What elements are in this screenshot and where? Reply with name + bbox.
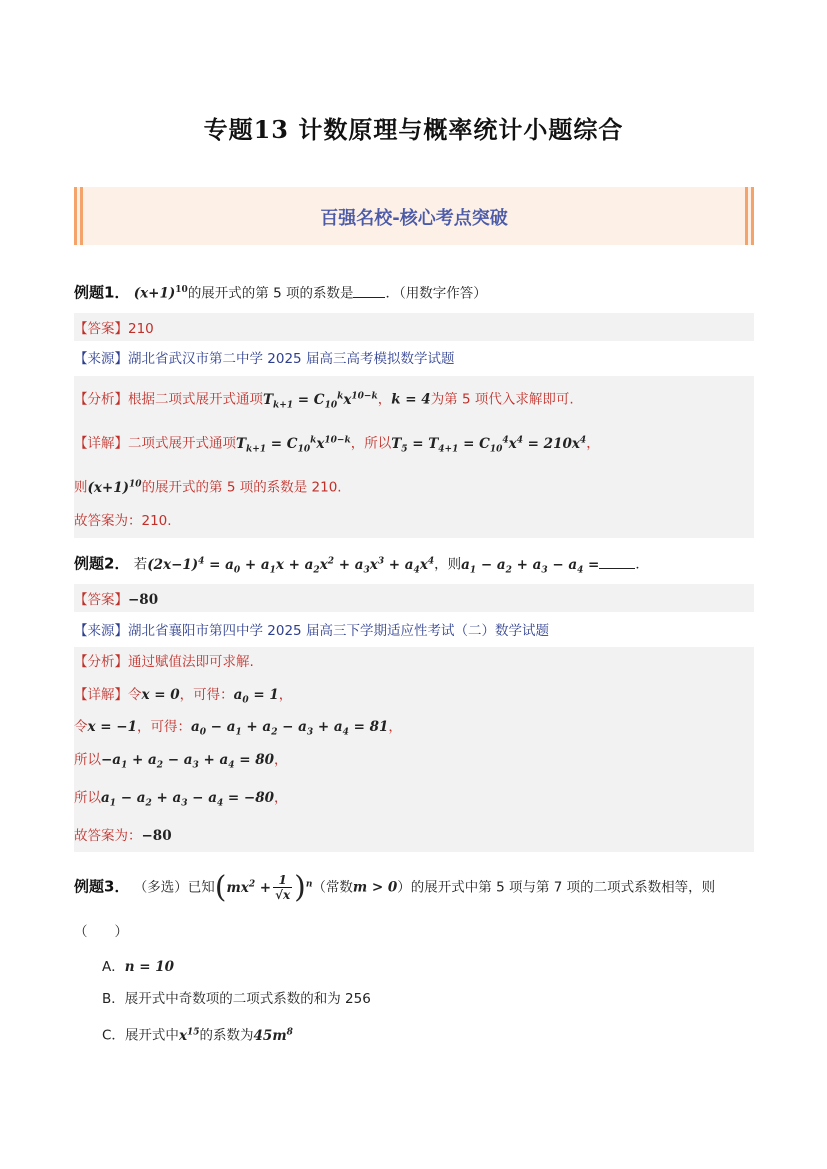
section-banner xyxy=(74,187,754,245)
q1-line2-expr: $(x+1)^{10}$ xyxy=(87,479,142,496)
q2-expansion: $(2x-1)^4 = a_0 + a_1x + a_2x^2 + a_3x^3 + a_4x^4$ xyxy=(147,556,435,576)
q1-line2-a: 则 xyxy=(74,479,88,496)
q3-stem-m: m > 0 xyxy=(352,879,398,896)
q1-detail-t5: $T_5 = T_{4+1} = C_{10}^4x^4 = 210x^4$ xyxy=(391,435,587,455)
q2-l2-c: ， xyxy=(388,719,402,735)
q1-line2-b: 的展开式的第 5 项的系数是 210. xyxy=(141,479,342,496)
q3-option-c-coef: $45m^8$ xyxy=(253,1027,293,1044)
q2-l3-a: 所以 xyxy=(74,752,101,768)
q1-analysis-row xyxy=(74,386,754,415)
q3-label: 例题3 xyxy=(74,877,115,896)
q1-blank xyxy=(353,285,385,298)
q2-l4-a: 所以 xyxy=(74,790,101,806)
q1-analysis-b: ， xyxy=(377,391,392,408)
q2-line4 xyxy=(74,788,754,814)
q1-expr: (x+1) xyxy=(133,285,176,302)
q3-paren-text: （ ） xyxy=(74,924,128,940)
q3-option-c-text-a: 展开式中 xyxy=(124,1027,179,1044)
q3-stem-b: （常数 xyxy=(312,879,353,896)
q1-analysis-formula: $T_{k+1} = C_{10}^kx^{10-k}$ xyxy=(263,391,378,411)
q3-option-b-text: 展开式中奇数项的二项式系数的和为 256 xyxy=(124,991,371,1007)
q2-detail-tag: 【详解】 xyxy=(74,687,128,703)
q2-source-row xyxy=(74,621,754,641)
q1-answer-row xyxy=(74,313,754,341)
q3-option-a-text: n = 10 xyxy=(124,959,175,975)
q1-analysis-tag: 【分析】 xyxy=(74,391,128,408)
q2-line3 xyxy=(74,750,754,776)
q3-option-c-power: $x^{15}$ xyxy=(178,1027,200,1044)
q2-label: 例题2 xyxy=(74,554,115,573)
q1-final xyxy=(74,511,754,531)
q2-analysis: 通过赋值法即可求解. xyxy=(128,654,254,670)
q3-option-c[interactable] xyxy=(102,1022,293,1046)
q2-detail-row xyxy=(74,685,754,711)
q3-stem-a: （多选）已知 xyxy=(133,879,215,896)
q2-final-b: −80 xyxy=(141,828,172,844)
q1-analysis-a: 根据二项式展开式通项 xyxy=(128,391,263,408)
banner-title: 百强名校-核心考点突破 xyxy=(320,208,508,229)
q3-option-b-letter: B． xyxy=(102,991,125,1007)
q2-l3-eq: $-a_1 + a_2 - a_3 + a_4 = 80$ xyxy=(101,752,275,771)
q1-detail-formula: $T_{k+1} = C_{10}^kx^{10-k}$ xyxy=(236,435,351,455)
q2-l4-eq: $a_1 - a_2 + a_3 - a_4 = -80$ xyxy=(101,790,275,809)
q1-stem-end: ．（用数字作答） xyxy=(385,285,487,302)
q2-answer-row xyxy=(74,584,754,612)
q1-stem: 例题1． $(x+1)^{10}$的展开式的第 5 项的系数是 ．（用数字作答） xyxy=(74,283,487,302)
q2-final-a: 故答案为： xyxy=(74,828,142,844)
q2-source: 湖北省襄阳市第四中学 2025 届高三下学期适应性考试（二）数学试题 xyxy=(128,623,549,639)
q1-analysis-c: 为第 5 项代入求解即可. xyxy=(430,391,574,408)
q1-answer: 210 xyxy=(128,321,154,337)
q2-l2-b: ，可得： xyxy=(136,719,191,735)
q2-analysis-row xyxy=(74,652,754,672)
q1-line2 xyxy=(74,474,754,498)
q2-l2-eq: $a_0 - a_1 + a_2 - a_3 + a_4 = 81$ xyxy=(190,719,389,738)
q3-expr: ($mx^2$ + $\frac{1}{√x}$ )$^n$ xyxy=(214,869,313,905)
q1-label: 例题1 xyxy=(74,283,115,302)
q1-answer-tag: 【答案】 xyxy=(74,321,128,337)
q2-analysis-tag: 【分析】 xyxy=(74,654,128,670)
q3-stem: 例题3． （多选）已知($mx^2$ + $\frac{1}{√x}$ )$^n$（常数m > 0）的展开式中第 5 项与第 7 项的二项式系数相等，则 xyxy=(74,869,716,905)
q2-detail-a0: $a_0 = 1$ xyxy=(233,687,279,706)
q3-option-b[interactable] xyxy=(102,989,371,1009)
q2-target: $a_1 - a_2 + a_3 - a_4$ = xyxy=(461,556,600,576)
q2-answer-tag: 【答案】 xyxy=(74,592,128,608)
q1-source-tag: 【来源】 xyxy=(74,351,128,367)
q2-stem-a: 若 xyxy=(133,556,148,573)
q1-detail-a: 二项式展开式通项 xyxy=(128,435,236,452)
q3-option-a[interactable] xyxy=(102,957,174,977)
q1-analysis-k: k = 4 xyxy=(391,391,431,408)
q1-stem-mid: 的展开式的第 5 项的系数是 xyxy=(187,285,354,302)
q2-detail-a: 令 xyxy=(128,687,142,703)
q2-stem: 例题2． 若$(2x-1)^4 = a_0 + a_1x + a_2x^2 + a_3x^3 + a_4x^4$，则$a_1 - a_2 + a_3 - a_4$ = ． xyxy=(74,554,649,576)
q3-option-a-letter: A． xyxy=(102,959,125,975)
q2-l2-x: x = −1 xyxy=(87,719,137,735)
q2-source-tag: 【来源】 xyxy=(74,623,128,639)
q1-detail-row xyxy=(74,430,754,459)
q3-option-c-letter: C． xyxy=(102,1027,125,1044)
q2-blank xyxy=(599,556,635,569)
q2-detail-x0: x = 0 xyxy=(141,687,180,703)
q2-answer: −80 xyxy=(128,592,159,608)
q2-stem-c: ． xyxy=(635,556,649,573)
q1-detail-tag: 【详解】 xyxy=(74,435,128,452)
q1-final-text: 故答案为：210. xyxy=(74,513,172,529)
q1-detail-b: ，所以 xyxy=(350,435,392,452)
q1-detail-c: ， xyxy=(586,435,600,452)
q1-exp: 10 xyxy=(175,285,188,295)
q3-stem-c: ）的展开式中第 5 项与第 7 项的二项式系数相等，则 xyxy=(397,879,716,896)
q2-final xyxy=(74,826,754,846)
page-title: 专题13 计数原理与概率统计小题综合 xyxy=(203,115,624,144)
q2-l4-c: ， xyxy=(274,790,288,806)
q2-l2-a: 令 xyxy=(74,719,88,735)
q2-l3-c: ， xyxy=(274,752,288,768)
q2-line2 xyxy=(74,717,754,743)
q3-option-c-text-b: 的系数为 xyxy=(199,1027,254,1044)
q2-stem-b: ，则 xyxy=(434,556,462,573)
q1-source-row xyxy=(74,349,754,369)
q2-detail-b: ，可得： xyxy=(179,687,234,703)
q3-paren xyxy=(74,922,754,942)
q2-detail-c: ， xyxy=(278,687,293,703)
q1-source: 湖北省武汉市第二中学 2025 届高三高考模拟数学试题 xyxy=(128,351,455,367)
